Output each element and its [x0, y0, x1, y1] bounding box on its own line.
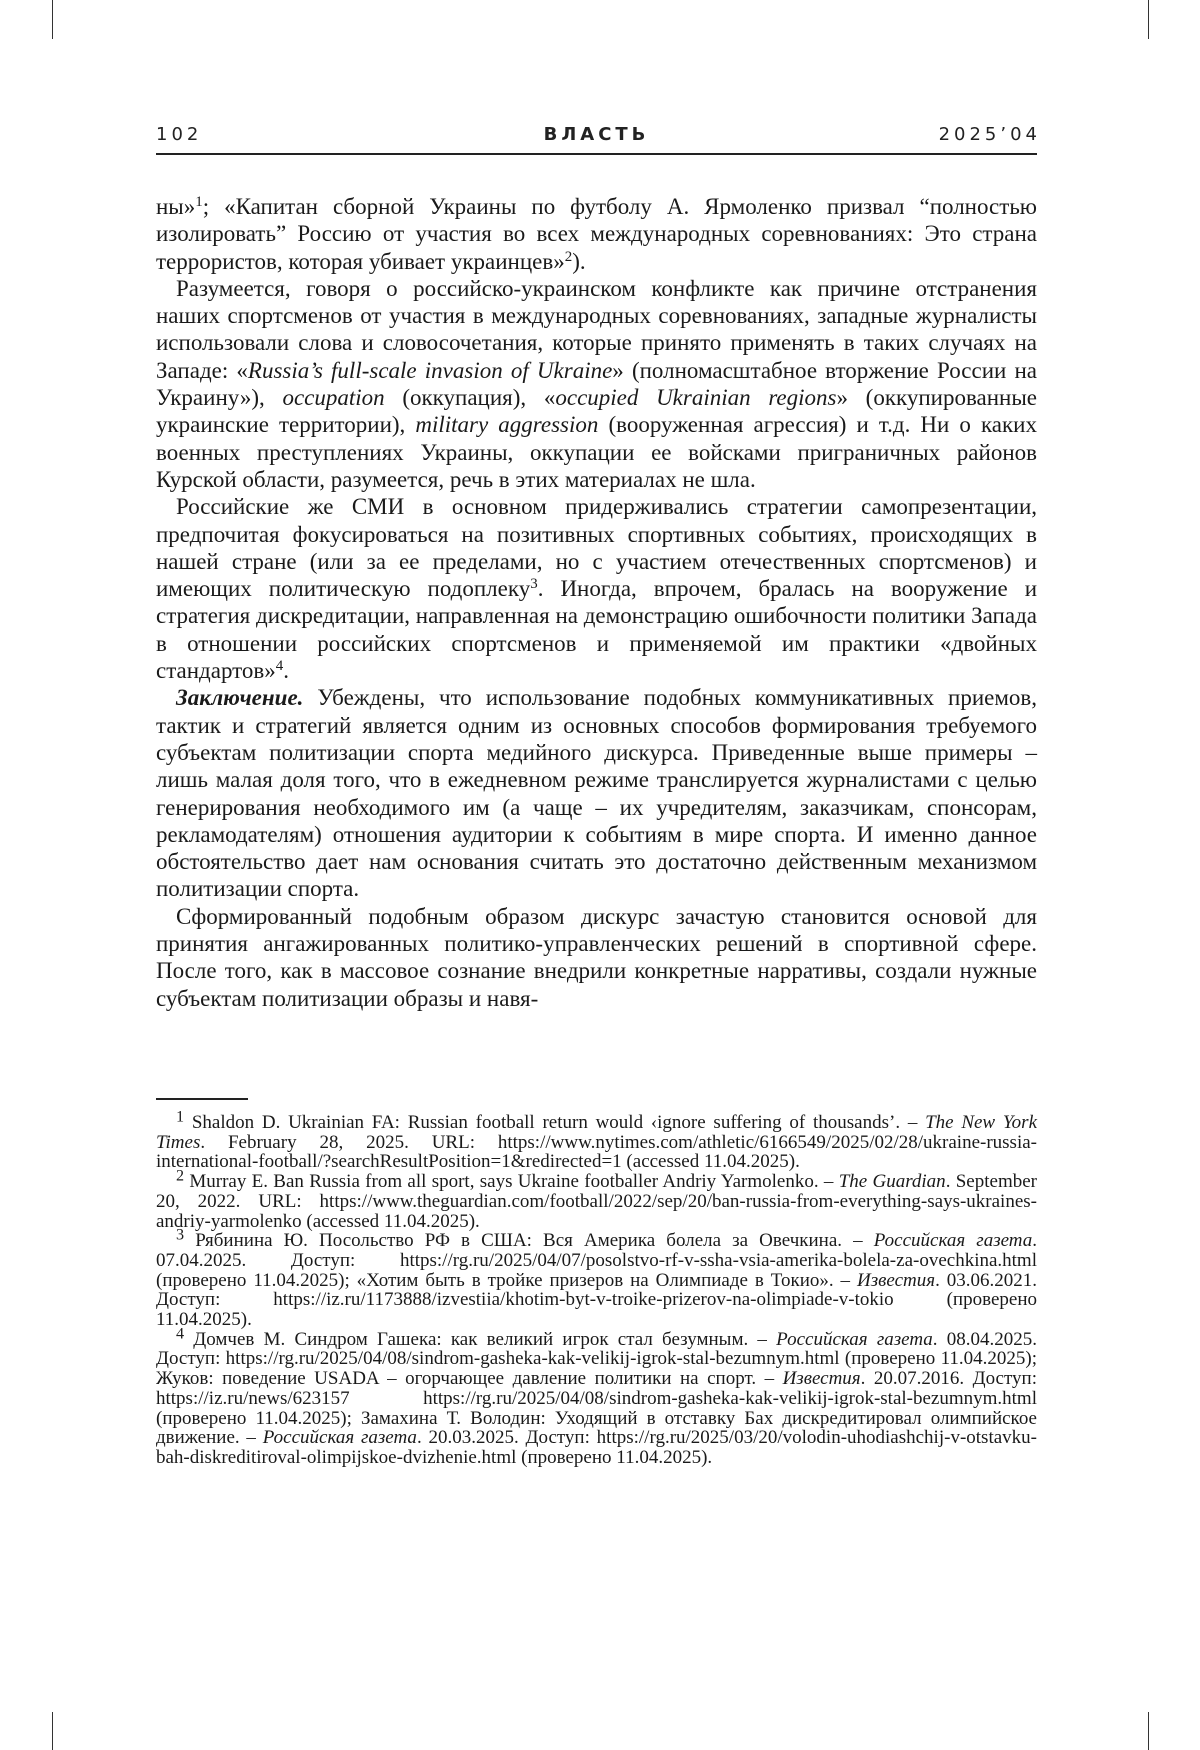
footnote [156, 1325, 1038, 1468]
text: . [283, 658, 289, 684]
text: Shaldon D. Ukrainian FA: Russian football return would ‹ignore suffering of thousands’. – [191, 1112, 926, 1133]
footnote-ref: 4 [275, 657, 284, 674]
crop-mark [1148, 1712, 1149, 1750]
text: ны» [156, 194, 196, 219]
journal-title: ВЛАСТЬ [543, 124, 650, 145]
paragraph [156, 903, 1037, 1012]
issue-number: 2025’04 [938, 124, 1041, 145]
source-title: Российская газета [262, 1427, 417, 1449]
text: (оккупация), « [384, 385, 556, 411]
paragraph [156, 493, 1037, 684]
italic-term: occupied Ukrainian regions [555, 385, 837, 411]
source-title: Известия [857, 1269, 936, 1291]
footnote-number: 1 [176, 1108, 185, 1126]
source-title: Известия [782, 1368, 861, 1390]
text: . September 20, 2022. URL: https://www.theguardian.com/football/2022/sep/20/ban-russia-from-everything-says-ukraines-andriy-yarmolenko (accessed 11.04.2025). [156, 1171, 1037, 1232]
paragraph [156, 275, 1037, 493]
text: . 20.07.2016. Доступ: https://iz.ru/news/623157 https://rg.ru/2025/04/08/sindrom-gasheka-kak-velikij-igrok-stal-bezumnym.html (проверено 11.04.2025); Замахина Т. Володин: Уходящий в отставку Бах дискредитировал олимпийское движение. – [156, 1368, 1037, 1449]
footnote [156, 1167, 1037, 1232]
header-rule [156, 153, 1037, 155]
italic-term: Russia’s full-scale invasion of Ukraine [247, 357, 613, 383]
main-text [156, 193, 1037, 1012]
running-header [156, 124, 1041, 152]
italic-term: military aggression [415, 412, 599, 438]
text: Разумеется, говоря о российско-украинском конфликте как причине отстранения наших спортсменов от участия в международных соревнованиях, западные журналисты использовали слова и словосочетания, которые принято применять в таких случаях на Западе: « [156, 275, 1037, 383]
source-title: Российская газета [776, 1328, 933, 1350]
text: Сформированный подобным образом дискурс зачастую становится основой для принятия ангажированных политико-управленческих решений в спортивной сфере. После того, как в массовое сознание внедрили конкретные нарративы, создали нужные субъектам политизации образы и навя- [156, 903, 1037, 1011]
footnote-number: 3 [176, 1226, 185, 1244]
text: Домчев М. Синдром Гашека: как великий игрок стал безумным. – [193, 1328, 777, 1350]
footnote-ref: 1 [195, 193, 203, 210]
text: (вооруженная агрессия) и т.д. Ни о каких военных преступлениях Украины, оккупации ее войсками приграничных районов Курской области, разумеется, речь в этих материалах не шла. [156, 412, 1037, 492]
footnotes [156, 1108, 1038, 1468]
text: . Иногда, впрочем, бралась на вооружение и стратегия дискредитации, направленная на демонстрацию ошибочности политики Запада в отношении российских спортсменов и применяемой им практики «двойных стандартов» [156, 576, 1037, 684]
text: » (полномасштабное вторжение России на Украину»), [156, 357, 1037, 411]
section-heading: Заключение. [176, 685, 304, 711]
text: . 07.04.2025. Доступ: https://rg.ru/2025/04/07/posolstvo-rf-v-ssha-vsia-amerika-bolela-za-ovechkina.html (проверено 11.04.2025); «Хотим быть в тройке призеров на Олимпиаде в Токио». – [156, 1230, 1038, 1291]
footnote-number: 4 [176, 1325, 185, 1343]
footnote-rule [156, 1098, 248, 1100]
footnote [156, 1108, 1038, 1173]
text: Рябинина Ю. Посольство РФ в США: Вся Америка болела за Овечкина. – [195, 1230, 874, 1252]
text: . 20.03.2025. Доступ: https://rg.ru/2025/03/20/volodin-uhodiashchij-v-otstavku-bah-diskreditiroval-olimpijskoe-dvizhenie.html (проверено 11.04.2025). [156, 1427, 1037, 1468]
footnote [156, 1226, 1038, 1331]
text: Российские же СМИ в основном придерживались стратегии самопрезентации, предпочитая фокусироваться на позитивных спортивных событиях, происходящих в нашей стране (или за ее пределами, но с участием отечественных спортсменов) и имеющих политическую подоплеку [156, 494, 1037, 602]
text: Убеждены, что использование подобных коммуникативных приемов, тактик и стратегий является одним из основных способов формирования требуемого субъектам политизации спорта медийного дискурса. Приведенные выше примеры – лишь малая доля того, что в ежедневном режиме транслируется журналистами с целью генерирования необходимого им (а чаще – их учредителям, заказчикам, спонсорам, рекламодателям) отношения аудитории к событиям в мире спорта. И именно данное обстоятельство дает нам основания считать это достаточно действенным механизмом политизации спорта. [156, 685, 1037, 902]
source-title: The New York Times [156, 1112, 1038, 1153]
italic-term: occupation [282, 385, 385, 411]
text: . 03.06.2021. Доступ: https://iz.ru/1173888/izvestiia/khotim-byt-v-troike-prizerov-na-olimpiade-v-tokio (проверено 11.04.2025). [156, 1269, 1038, 1331]
text: ; «Капитан сборной Украины по футболу А. Ярмоленко призвал “полностью изолировать” Россию от участия во всех международных соревнованиях: Это страна террористов, которая убивает украинцев» [156, 194, 1037, 274]
text: » (оккупированные украинские территории), [156, 385, 1038, 438]
text: Murray E. Ban Russia from all sport, says Ukraine footballer Andriy Yarmolenko. – [189, 1171, 839, 1193]
footnote-ref: 3 [530, 575, 538, 592]
source-title: The Guardian [838, 1171, 946, 1193]
text: . February 28, 2025. URL: https://www.nytimes.com/athletic/6166549/2025/02/28/ukraine-russia-international-football/?searchResultPosition=1&redirected=1 (accessed 11.04.2025). [156, 1131, 1037, 1173]
source-title: Российская газета [873, 1230, 1033, 1252]
paragraph [156, 193, 1037, 275]
crop-mark [52, 0, 53, 39]
crop-mark [52, 1712, 53, 1750]
footnote-number: 2 [176, 1167, 185, 1185]
crop-mark [1148, 0, 1149, 39]
text: ). [572, 248, 586, 274]
paragraph [156, 684, 1037, 902]
footnote-ref: 2 [564, 248, 573, 265]
text: . 08.04.2025. Доступ: https://rg.ru/2025/04/08/sindrom-gasheka-kak-velikij-igrok-stal-bezumnym.html (проверено 11.04.2025); Жуков: поведение USADA – огорчающее давление политики на спорт. – [156, 1328, 1038, 1390]
page-number: 102 [156, 124, 203, 145]
